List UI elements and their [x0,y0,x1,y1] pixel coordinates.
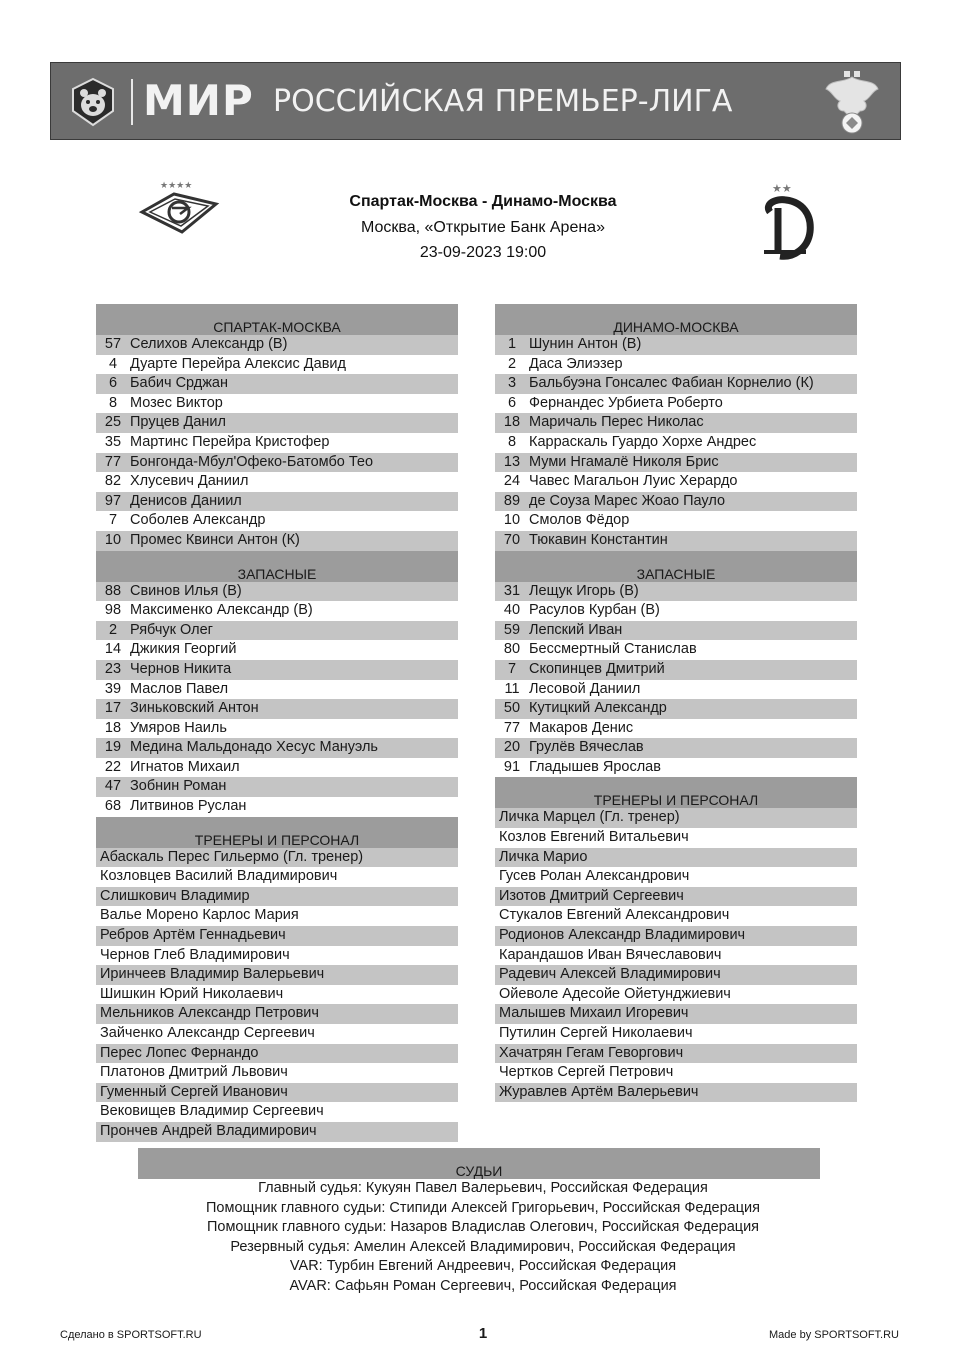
player-number: 50 [503,700,521,717]
staff-row [96,887,458,907]
player-row [495,699,857,719]
staff-name: Абаскаль Перес Гильермо (Гл. тренер) [100,848,364,865]
player-name: Расулов Курбан (В) [529,602,660,619]
staff-name: Малышев Михаил Игоревич [499,1005,689,1022]
match-datetime: 23-09-2023 19:00 [419,244,547,261]
staff-row [96,906,458,926]
player-name: Бальбуэна Гонсалес Фабиан Корнелио (К) [529,375,814,392]
banner-separator [131,79,133,125]
player-name: Литвинов Руслан [130,798,247,815]
staff-name: Прончев Андрей Владимирович [100,1122,317,1139]
match-title: Спартак-Москва - Динамо-Москва [349,193,617,210]
player-row [96,433,458,453]
player-name: Рябчук Олег [130,621,213,638]
staff-row [96,926,458,946]
staff-name: Вековищев Владимир Сергеевич [100,1103,324,1120]
player-name: Максименко Александр (В) [130,602,313,619]
staff-row [96,946,458,966]
staff-row [495,1004,857,1024]
player-row [495,355,857,375]
staff-name: Слишкович Владимир [100,887,250,904]
player-name: Смолов Фёдор [529,512,630,529]
staff-name: Ойеволе Адесойе Ойетунджиевич [499,985,731,1002]
staff-name: Карандашов Иван Вячеславович [499,946,722,963]
player-row [495,582,857,602]
player-name: Бессмертный Станислав [529,641,697,658]
staff-row [96,1004,458,1024]
player-number: 31 [503,582,521,599]
player-number: 98 [104,602,122,619]
player-name: Зобнин Роман [130,778,227,795]
player-name: Соболев Александр [130,512,266,529]
home-team-header: СПАРТАК-МОСКВА [96,304,458,335]
footer-left: Сделано в SPORTSOFT.RU [60,1329,202,1341]
player-row [495,719,857,739]
player-name: Лесовой Даниил [529,680,641,697]
player-name: Бабич Срджан [130,375,229,392]
away-team-column [495,304,857,1102]
staff-row [96,965,458,985]
player-number: 39 [104,680,122,697]
away-subs-header: ЗАПАСНЫЕ [495,551,857,582]
player-number: 20 [503,739,521,756]
staff-name: Зайченко Александр Сергеевич [100,1025,315,1041]
player-row [495,433,857,453]
player-name: Муми Нгамалё Николя Брис [529,453,719,470]
player-row [96,797,458,817]
staff-row [96,1024,458,1044]
player-row [96,582,458,602]
player-row [495,531,857,551]
staff-name: Гусев Ролан Александрович [499,868,690,885]
player-row [495,511,857,531]
player-number: 40 [503,602,521,619]
staff-row [96,867,458,887]
player-number: 14 [104,641,122,658]
player-number: 47 [104,778,122,795]
staff-name: Чертков Сергей Петрович [499,1064,674,1081]
player-number: 89 [503,492,521,509]
player-name: Кутицкий Александр [529,700,667,717]
player-row [495,453,857,473]
referees-header: СУДЬИ [138,1148,820,1179]
staff-row [495,946,857,966]
staff-row [96,1122,458,1142]
staff-row [495,1024,857,1044]
player-name: Умяров Наиль [130,719,227,736]
player-name: Медина Мальдонадо Хесус Мануэль [130,739,378,756]
staff-name: Ребров Артём Геннадьевич [100,927,286,944]
player-number: 25 [104,414,122,431]
player-name: Скопинцев Дмитрий [529,660,665,677]
player-name: Мозес Виктор [130,394,223,411]
staff-name: Радевич Алексей Владимирович [499,966,721,983]
player-name: Мартинс Перейра Кристофер [130,433,330,450]
player-row [96,699,458,719]
staff-row [96,1044,458,1064]
player-number: 8 [108,394,118,411]
player-number: 77 [503,719,521,736]
player-number: 82 [104,473,122,490]
brand-name: МИР [143,76,254,125]
player-number: 77 [104,453,122,470]
player-number: 59 [503,621,521,638]
staff-row [96,985,458,1005]
player-row [495,374,857,394]
staff-name: Мельников Александр Петрович [100,1005,319,1022]
staff-row [96,848,458,868]
staff-name: Перес Лопес Фернандо [100,1044,259,1061]
player-row [96,394,458,414]
svg-text:★★: ★★ [772,182,792,195]
staff-name: Платонов Дмитрий Львович [100,1064,288,1081]
player-row [96,738,458,758]
staff-name: Гуменный Сергей Иванович [100,1083,288,1100]
player-name: Фернандес Урбиета Роберто [529,394,723,411]
player-number: 24 [503,473,521,490]
staff-name: Стукалов Евгений Александрович [499,907,730,924]
staff-name: Журавлев Артём Валерьевич [499,1083,699,1100]
staff-row [495,867,857,887]
player-row [495,640,857,660]
player-number: 88 [104,582,122,599]
referee-line: AVAR: Сафьян Роман Сергеевич, Российская Федерация [289,1277,677,1294]
away-staff-header: ТРЕНЕРЫ И ПЕРСОНАЛ [495,777,857,808]
player-number: 19 [104,739,122,756]
player-number: 10 [503,512,521,529]
home-subs-header: ЗАПАСНЫЕ [96,551,458,582]
player-number: 91 [503,758,521,775]
staff-row [495,965,857,985]
player-row [96,472,458,492]
player-name: Лещук Игорь (В) [529,582,639,599]
player-number: 97 [104,492,122,509]
player-number: 70 [503,531,521,548]
player-number: 18 [503,414,521,431]
player-name: Чавес Магальон Луис Херардо [529,473,738,490]
staff-row [495,1044,857,1064]
staff-name: Козловцев Василий Владимирович [100,868,338,885]
player-row [96,453,458,473]
home-staff-list [96,848,458,1142]
russia-emblem-icon [822,69,882,135]
league-banner [50,62,901,140]
player-row [96,374,458,394]
player-name: Джикия Георгий [130,641,237,658]
staff-name: Чернов Глеб Владимирович [100,946,290,963]
staff-row [495,848,857,868]
staff-row [495,828,857,848]
player-name: Грулёв Вячеслав [529,739,644,756]
player-row [96,511,458,531]
staff-name: Личка Марцел (Гл. тренер) [499,809,680,826]
player-row [96,640,458,660]
page-number: 1 [478,1325,488,1342]
player-name: Бонгонда-Мбул'Офеко-Батомбо Тео [130,453,374,470]
player-name: Карраскаль Гуардо Хорхе Андрес [529,433,757,450]
player-name: Лепский Иван [529,621,623,638]
player-number: 6 [507,394,517,411]
player-name: Свинов Илья (В) [130,582,242,599]
staff-row [495,1083,857,1103]
staff-row [495,926,857,946]
player-name: Игнатов Михаил [130,758,240,775]
bear-logo-icon [69,77,117,127]
player-row [96,719,458,739]
player-number: 68 [104,798,122,815]
player-number: 7 [507,660,517,677]
staff-row [495,1063,857,1083]
player-row [495,738,857,758]
referee-line: VAR: Турбин Евгений Андреевич, Российская Федерация [289,1258,677,1275]
player-row [495,758,857,778]
player-row [96,621,458,641]
player-row [495,472,857,492]
player-name: Шунин Антон (В) [529,336,642,352]
referee-line: Помощник главного судьи: Назаров Владислав Олегович, Российская Федерация [206,1219,760,1236]
player-number: 18 [104,719,122,736]
player-number: 80 [503,641,521,658]
player-row [96,601,458,621]
home-staff-header: ТРЕНЕРЫ И ПЕРСОНАЛ [96,817,458,848]
player-number: 22 [104,758,122,775]
staff-row [495,887,857,907]
staff-row [495,808,857,828]
player-name: Пруцев Данил [130,414,226,431]
player-row [495,621,857,641]
player-row [96,492,458,512]
player-row [495,394,857,414]
staff-row [495,985,857,1005]
player-number: 6 [108,375,118,392]
player-row [96,413,458,433]
player-name: Тюкавин Константин [529,531,668,548]
player-number: 11 [504,680,520,697]
player-number: 4 [108,355,118,372]
footer-right: Made by SPORTSOFT.RU [769,1329,899,1341]
player-row [96,777,458,797]
player-row [495,413,857,433]
staff-name: Валье Морено Карлос Мария [100,907,299,924]
away-subs-list [495,582,857,778]
staff-name: Личка Марио [499,848,588,865]
player-name: Маричаль Перес Николас [529,414,704,431]
player-number: 13 [503,453,521,470]
player-number: 23 [104,660,122,677]
referees-list [0,1179,966,1297]
player-number: 35 [104,433,122,450]
match-venue: Москва, «Открытие Банк Арена» [361,219,605,236]
player-row [96,335,458,355]
player-number: 2 [507,355,517,372]
referee-line: Помощник главного судьи: Стипиди Алексей Григорьевич, Российская Федерация [205,1199,761,1216]
player-row [96,355,458,375]
player-name: Промес Квинси Антон (К) [130,531,300,548]
player-name: Гладышев Ярослав [529,758,661,775]
staff-name: Путилин Сергей Николаевич [499,1025,693,1041]
player-number: 10 [104,531,122,548]
player-name: Дуарте Перейра Алексис Давид [130,355,346,372]
player-row [495,601,857,621]
svg-text:★★★★: ★★★★ [160,181,193,191]
player-row [96,660,458,680]
player-row [96,680,458,700]
player-name: Маслов Павел [130,680,229,697]
staff-row [96,1102,458,1122]
player-name: Хлусевич Даниил [130,473,249,490]
referee-line: Главный судья: Кукуян Павел Валерьевич, Российская Федерация [258,1180,708,1196]
player-name: Даса Элиэзер [529,355,623,372]
player-name: Денисов Даниил [130,492,242,509]
player-row [495,492,857,512]
staff-row [495,906,857,926]
player-name: Чернов Никита [130,660,232,677]
player-name: де Соуза Марес Жоао Пауло [529,492,726,509]
staff-name: Шишкин Юрий Николаевич [100,985,284,1002]
staff-name: Хачатрян Гегам Геворгович [499,1044,684,1061]
player-name: Селихов Александр (В) [130,336,288,352]
league-name: РОССИЙСКАЯ ПРЕМЬЕР-ЛИГА [273,84,733,119]
home-team-column [96,304,458,1142]
player-number: 3 [507,375,517,392]
home-starters-list [96,335,458,551]
away-starters-list [495,335,857,551]
staff-row [96,1083,458,1103]
referee-line: Резервный судья: Амелин Алексей Владимирович, Российская Федерация [230,1238,736,1255]
player-row [96,758,458,778]
staff-name: Иринчеев Владимир Валерьевич [100,966,325,983]
player-name: Макаров Денис [529,719,634,736]
player-number: 2 [108,621,118,638]
player-number: 8 [507,433,517,450]
player-number: 17 [104,700,122,717]
staff-name: Изотов Дмитрий Сергеевич [499,887,684,904]
player-row [495,335,857,355]
away-staff-list [495,808,857,1102]
home-subs-list [96,582,458,817]
player-row [495,680,857,700]
player-row [495,660,857,680]
player-row [96,531,458,551]
player-number: 7 [108,512,118,529]
player-name: Зиньковский Антон [130,700,259,717]
player-number: 1 [507,336,517,352]
player-number: 57 [104,336,122,352]
away-team-header: ДИНАМО-МОСКВА [495,304,857,335]
staff-row [96,1063,458,1083]
staff-name: Козлов Евгений Витальевич [499,829,689,846]
staff-name: Родионов Александр Владимирович [499,927,746,944]
